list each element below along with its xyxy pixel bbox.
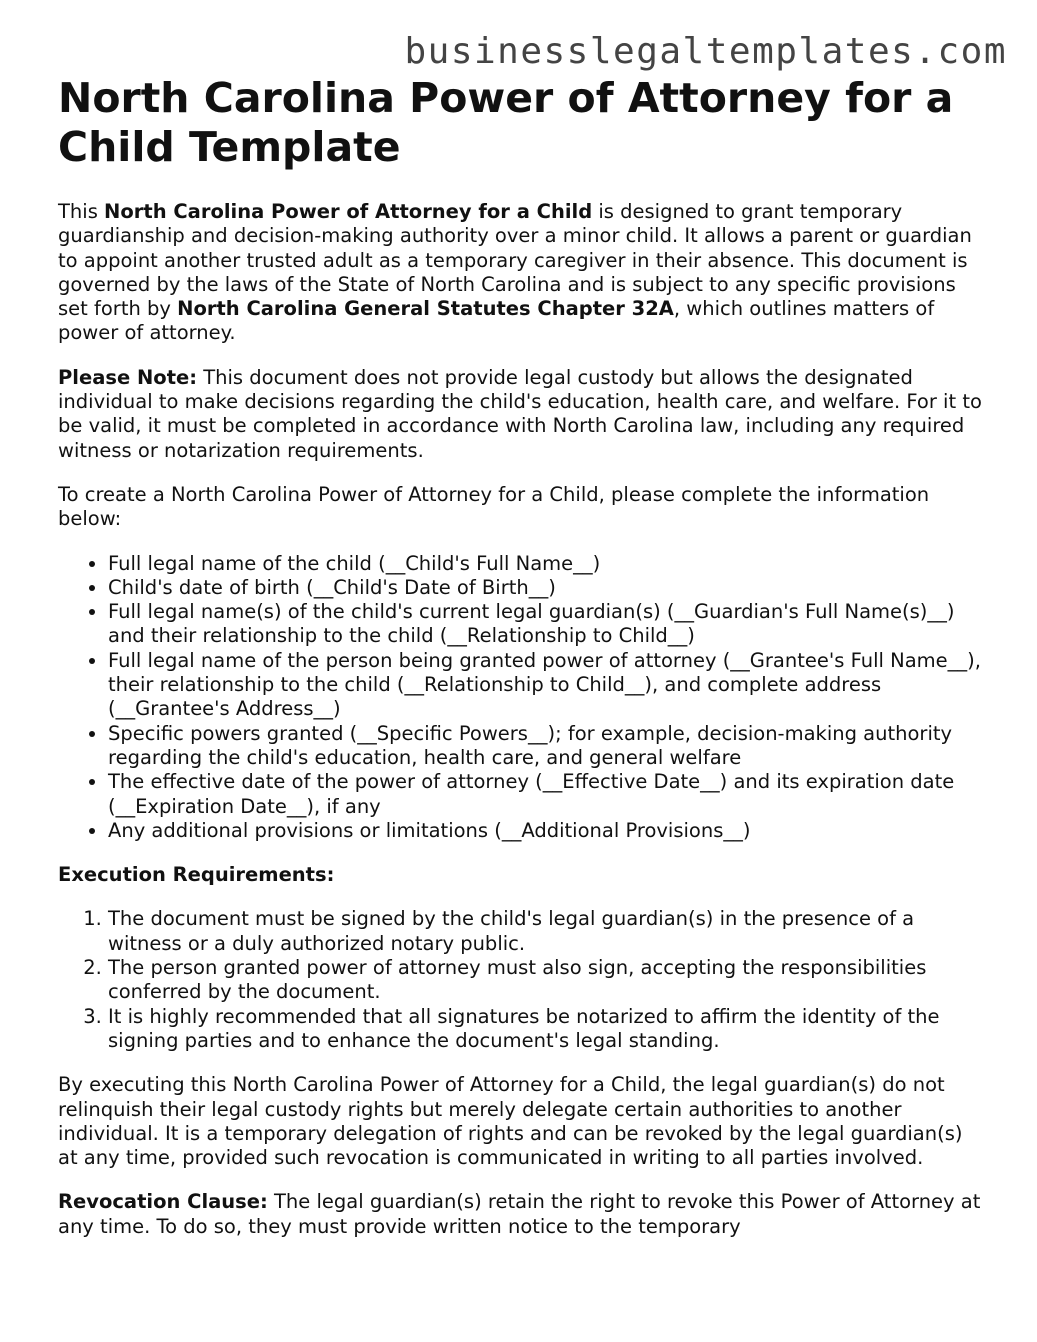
list-item: • Child's date of birth (__Child's Date of Birth__): [108, 576, 988, 600]
note-text: This document does not provide legal custody but allows the designated individual to make decisions regarding the child's education, health care, and welfare. For it to be valid, it must be completed in accordance with North Carolina law, including any required witness or notarization requirements.: [58, 365, 982, 462]
list-item: 2. The person granted power of attorney must also sign, accepting the responsibilities conferred by the document.: [108, 956, 988, 1005]
revocation-label: Revocation Clause:: [58, 1190, 268, 1214]
execution-heading: [58, 863, 988, 887]
list-item: • The effective date of the power of attorney (__Effective Date__) and its expiration date (__Expiration Date__), if any: [108, 770, 988, 819]
list-item: • Full legal name of the child (__Child's Full Name__): [108, 552, 988, 576]
note-label: Please Note:: [58, 365, 198, 389]
list-item: • Full legal name(s) of the child's current legal guardian(s) (__Guardian's Full Name(s)__) and their relationship to the child (__Relationship to Child__): [108, 600, 988, 649]
intro-lead: This: [58, 200, 105, 223]
revocation-paragraph: [58, 1190, 988, 1239]
execution-list: [58, 907, 988, 1053]
execution-heading-text: Execution Requirements:: [58, 863, 335, 887]
document-title: North Carolina Power of Attorney for a Child Template: [58, 74, 954, 171]
intro-paragraph: [58, 200, 988, 346]
intro-text-2: , which outlines matters of power of attorney.: [58, 297, 935, 345]
list-item: • Specific powers granted (__Specific Powers__); for example, decision-making authority regarding the child's education, health care, and general welfare: [108, 722, 988, 771]
list-item: 3. It is highly recommended that all signatures be notarized to affirm the identity of the signing parties and to enhance the document's legal standing.: [108, 1005, 988, 1054]
watermark: businesslegaltemplates.com: [404, 31, 1007, 72]
instructions-paragraph: To create a North Carolina Power of Attorney for a Child, please complete the information below:: [58, 482, 930, 531]
document-page: [58, 74, 988, 1259]
closing-paragraph: By executing this North Carolina Power of Attorney for a Child, the legal guardian(s) do not relinquish their legal custody rights but merely delegate certain authorities to another individual. It is a temporary delegation of rights and can be revoked by the legal guardian(s) at any time, provided such revocation is communicated in writing to all parties involved.: [58, 1073, 963, 1170]
list-item: 1. The document must be signed by the child's legal guardian(s) in the presence of a witness or a duly authorized notary public.: [108, 907, 988, 956]
list-item: • Any additional provisions or limitations (__Additional Provisions__): [108, 819, 988, 843]
list-item: • Full legal name of the person being granted power of attorney (__Grantee's Full Name__), their relationship to the child (__Relationship to Child__), and complete address (__Grantee's Address__): [108, 649, 988, 722]
intro-bold-statute: North Carolina General Statutes Chapter 32A: [177, 297, 674, 321]
note-paragraph: [58, 366, 988, 463]
revocation-text: The legal guardian(s) retain the right to revoke this Power of Attorney at any time. To do so, they must provide written notice to the temporary: [58, 1190, 981, 1238]
intro-bold-name: North Carolina Power of Attorney for a Child: [104, 200, 593, 223]
intro-text-1: is designed to grant temporary guardianship and decision-making authority over a minor child. It allows a parent or guardian to appoint another trusted adult as a temporary caregiver in their absence. This document is governed by the laws of the State of North Carolina and is subject to any specific provisions set forth by: [58, 200, 972, 321]
info-list: [58, 552, 988, 844]
